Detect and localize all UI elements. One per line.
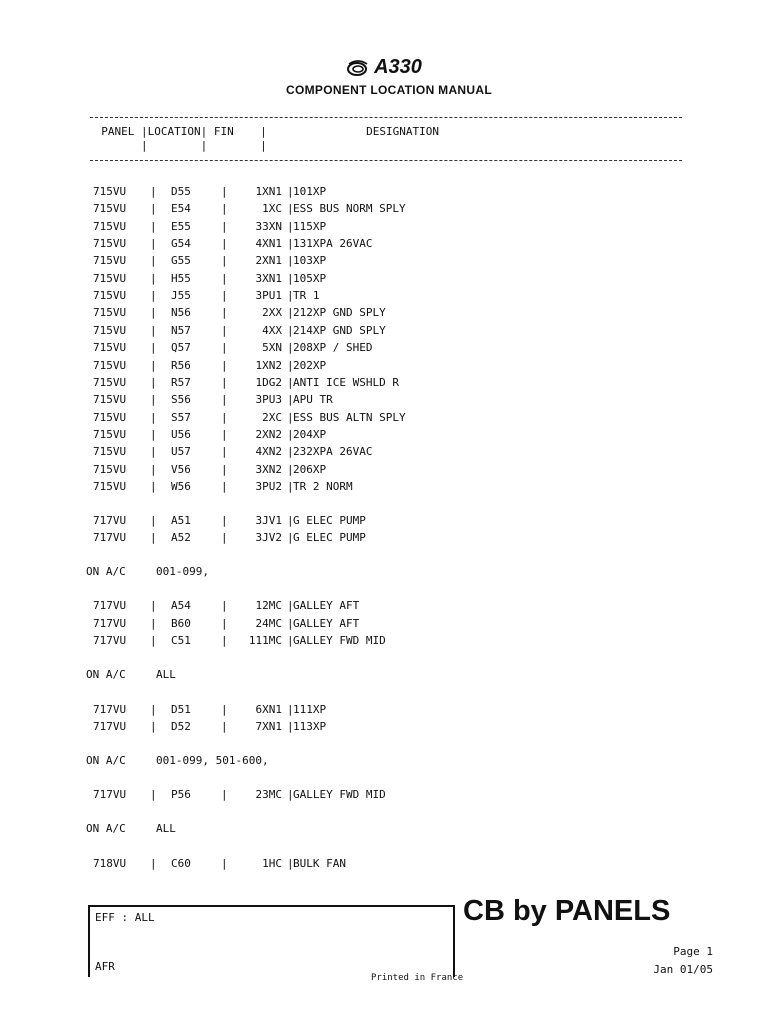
section-title: CB by PANELS bbox=[463, 895, 671, 927]
aircraft-logo bbox=[346, 56, 422, 79]
table-row bbox=[0, 461, 768, 478]
column-separator: | bbox=[221, 479, 228, 493]
cell-fin: 2XC bbox=[262, 410, 282, 424]
cell-fin: 1XN2 bbox=[255, 358, 282, 372]
note-aircraft-range: ALL bbox=[156, 821, 176, 835]
column-separator: | bbox=[221, 202, 228, 216]
cell-location: A54 bbox=[171, 599, 191, 613]
table-row bbox=[0, 322, 768, 339]
cell-location: G55 bbox=[171, 254, 191, 268]
column-separator: | bbox=[150, 410, 157, 424]
cell-fin: 3XN2 bbox=[255, 462, 282, 476]
cell-designation: 206XP bbox=[293, 462, 327, 476]
cell-location: P56 bbox=[171, 788, 191, 802]
table-row bbox=[0, 270, 768, 287]
column-separator: | bbox=[150, 599, 157, 613]
cell-designation: 131XPA 26VAC bbox=[293, 237, 373, 251]
cell-fin: 1DG2 bbox=[255, 375, 282, 389]
column-separator: | bbox=[150, 323, 157, 337]
cell-location: U56 bbox=[171, 427, 191, 441]
column-separator: | bbox=[221, 410, 228, 424]
cell-panel: 717VU bbox=[93, 719, 127, 733]
cell-fin: 3XN1 bbox=[255, 271, 282, 285]
column-separator: | bbox=[221, 271, 228, 285]
cell-fin: 3JV1 bbox=[255, 513, 282, 527]
cell-location: C60 bbox=[171, 856, 191, 870]
column-separator: | bbox=[287, 237, 294, 251]
column-separator: | bbox=[150, 254, 157, 268]
table-row bbox=[0, 701, 768, 718]
column-separator: | bbox=[287, 306, 294, 320]
cell-fin: 33XN bbox=[255, 219, 282, 233]
column-separator: | bbox=[150, 479, 157, 493]
cell-location: D51 bbox=[171, 702, 191, 716]
table-row bbox=[0, 512, 768, 529]
cell-location: B60 bbox=[171, 616, 191, 630]
column-separator: | bbox=[221, 323, 228, 337]
cell-location: S57 bbox=[171, 410, 191, 424]
table-row bbox=[0, 529, 768, 546]
column-separator: | bbox=[150, 306, 157, 320]
printed-in: Printed in France bbox=[371, 973, 464, 983]
table-row bbox=[0, 252, 768, 269]
cell-fin: 3PU3 bbox=[255, 393, 282, 407]
cell-location: W56 bbox=[171, 479, 191, 493]
cell-location: D55 bbox=[171, 185, 191, 198]
column-separator: | bbox=[287, 856, 294, 870]
cell-panel: 715VU bbox=[93, 185, 127, 198]
column-separator: | bbox=[287, 427, 294, 441]
column-separator: | bbox=[150, 237, 157, 251]
column-separator: | bbox=[221, 393, 228, 407]
cell-panel: 717VU bbox=[93, 702, 127, 716]
cell-panel: 717VU bbox=[93, 599, 127, 613]
cell-location: U57 bbox=[171, 445, 191, 459]
column-separator: | bbox=[150, 462, 157, 476]
page-number: Page 1 bbox=[673, 945, 713, 958]
revision-date: Jan 01/05 bbox=[653, 963, 713, 976]
column-separator: | bbox=[287, 219, 294, 233]
customer-code: AFR bbox=[95, 960, 115, 973]
cell-fin: 2XN2 bbox=[255, 427, 282, 441]
column-separator: | bbox=[287, 289, 294, 303]
cell-location: A51 bbox=[171, 513, 191, 527]
cell-panel: 715VU bbox=[93, 289, 127, 303]
cell-fin: 3PU1 bbox=[255, 289, 282, 303]
cell-fin: 1HC bbox=[262, 856, 282, 870]
cell-location: N57 bbox=[171, 323, 191, 337]
table-row bbox=[0, 478, 768, 495]
cell-panel: 715VU bbox=[93, 445, 127, 459]
cell-fin: 2XN1 bbox=[255, 254, 282, 268]
cell-designation: TR 1 bbox=[293, 289, 320, 303]
cell-panel: 715VU bbox=[93, 237, 127, 251]
column-separator: | bbox=[287, 634, 294, 648]
cell-fin: 7XN1 bbox=[255, 719, 282, 733]
cell-fin: 6XN1 bbox=[255, 702, 282, 716]
cell-designation: 111XP bbox=[293, 702, 327, 716]
column-separator: | bbox=[221, 616, 228, 630]
column-separator: | bbox=[221, 719, 228, 733]
column-separator: | bbox=[221, 856, 228, 870]
cell-designation: APU TR bbox=[293, 393, 333, 407]
cell-panel: 715VU bbox=[93, 219, 127, 233]
column-separator: | bbox=[287, 323, 294, 337]
cell-panel: 717VU bbox=[93, 531, 127, 544]
cell-location: C51 bbox=[171, 634, 191, 648]
cell-panel: 715VU bbox=[93, 323, 127, 337]
note-label: ON A/C bbox=[86, 753, 126, 767]
column-separator: | bbox=[150, 289, 157, 303]
column-separator: | bbox=[287, 393, 294, 407]
cell-location: Q57 bbox=[171, 341, 191, 355]
cell-panel: 715VU bbox=[93, 393, 127, 407]
column-separator: | bbox=[150, 531, 157, 544]
column-separator: | bbox=[150, 856, 157, 870]
table-row bbox=[0, 218, 768, 235]
column-separator: | bbox=[221, 358, 228, 372]
table-row bbox=[0, 357, 768, 374]
table-row bbox=[0, 786, 768, 803]
column-header-line-1: PANEL |LOCATION| FIN | DESIGNATION bbox=[88, 125, 439, 138]
column-separator: | bbox=[221, 306, 228, 320]
cell-panel: 715VU bbox=[93, 358, 127, 372]
column-separator: | bbox=[150, 702, 157, 716]
column-separator: | bbox=[287, 616, 294, 630]
table-row bbox=[0, 339, 768, 356]
cell-location: E54 bbox=[171, 202, 191, 216]
cell-location: N56 bbox=[171, 306, 191, 320]
table-row bbox=[0, 409, 768, 426]
cell-location: G54 bbox=[171, 237, 191, 251]
cell-panel: 718VU bbox=[93, 856, 127, 870]
cell-panel: 715VU bbox=[93, 271, 127, 285]
cell-designation: BULK FAN bbox=[293, 856, 346, 870]
note-label: ON A/C bbox=[86, 667, 126, 681]
cell-fin: 24MC bbox=[255, 616, 282, 630]
column-separator: | bbox=[287, 202, 294, 216]
column-separator: | bbox=[221, 445, 228, 459]
cell-designation: 208XP / SHED bbox=[293, 341, 373, 355]
column-separator: | bbox=[221, 341, 228, 355]
cell-designation: GALLEY AFT bbox=[293, 599, 360, 613]
column-separator: | bbox=[221, 462, 228, 476]
table-row bbox=[0, 615, 768, 632]
column-separator: | bbox=[150, 202, 157, 216]
column-separator: | bbox=[287, 358, 294, 372]
cell-panel: 717VU bbox=[93, 616, 127, 630]
column-header-line-2: | | | bbox=[88, 139, 267, 152]
cell-designation: GALLEY AFT bbox=[293, 616, 360, 630]
column-separator: | bbox=[287, 479, 294, 493]
column-separator: | bbox=[221, 237, 228, 251]
column-separator: | bbox=[287, 341, 294, 355]
column-separator: | bbox=[221, 788, 228, 802]
column-separator: | bbox=[287, 513, 294, 527]
cell-fin: 4XN2 bbox=[255, 445, 282, 459]
cell-designation: G ELEC PUMP bbox=[293, 513, 366, 527]
column-separator: | bbox=[150, 358, 157, 372]
column-separator: | bbox=[221, 634, 228, 648]
column-separator: | bbox=[287, 462, 294, 476]
column-separator: | bbox=[150, 393, 157, 407]
cell-panel: 717VU bbox=[93, 788, 127, 802]
cell-location: E55 bbox=[171, 219, 191, 233]
cell-fin: 12MC bbox=[255, 599, 282, 613]
header-rule-bottom bbox=[90, 160, 682, 161]
cell-location: R57 bbox=[171, 375, 191, 389]
aircraft-effectivity-note bbox=[86, 563, 209, 580]
table-row bbox=[0, 183, 768, 200]
column-separator: | bbox=[287, 531, 294, 544]
cell-location: V56 bbox=[171, 462, 191, 476]
cell-panel: 715VU bbox=[93, 254, 127, 268]
table-row bbox=[0, 443, 768, 460]
cell-fin: 2XX bbox=[262, 306, 282, 320]
cell-designation: GALLEY FWD MID bbox=[293, 788, 386, 802]
cell-location: H55 bbox=[171, 271, 191, 285]
cell-location: D52 bbox=[171, 719, 191, 733]
cell-fin: 3PU2 bbox=[255, 479, 282, 493]
column-separator: | bbox=[287, 702, 294, 716]
column-separator: | bbox=[287, 185, 294, 198]
cell-designation: TR 2 NORM bbox=[293, 479, 353, 493]
column-headers bbox=[88, 125, 439, 153]
column-separator: | bbox=[221, 185, 228, 198]
cell-fin: 3JV2 bbox=[255, 531, 282, 544]
table-row bbox=[0, 632, 768, 649]
cell-fin: 4XX bbox=[262, 323, 282, 337]
column-separator: | bbox=[150, 341, 157, 355]
table-row bbox=[0, 597, 768, 614]
cell-panel: 715VU bbox=[93, 202, 127, 216]
cell-designation: 103XP bbox=[293, 254, 327, 268]
cell-designation: 202XP bbox=[293, 358, 327, 372]
column-separator: | bbox=[150, 271, 157, 285]
cell-location: S56 bbox=[171, 393, 191, 407]
column-separator: | bbox=[287, 788, 294, 802]
header-rule-top bbox=[90, 117, 682, 118]
column-separator: | bbox=[221, 513, 228, 527]
column-separator: | bbox=[287, 719, 294, 733]
table-row bbox=[0, 235, 768, 252]
cell-designation: 101XP bbox=[293, 185, 327, 198]
column-separator: | bbox=[150, 719, 157, 733]
aircraft-effectivity-note bbox=[86, 752, 269, 769]
column-separator: | bbox=[150, 513, 157, 527]
cell-designation: GALLEY FWD MID bbox=[293, 634, 386, 648]
table-row bbox=[0, 426, 768, 443]
note-aircraft-range: 001-099, 501-600, bbox=[156, 753, 269, 767]
column-separator: | bbox=[221, 289, 228, 303]
column-separator: | bbox=[150, 616, 157, 630]
table-row bbox=[0, 200, 768, 217]
aircraft-effectivity-note bbox=[86, 666, 176, 683]
cell-designation: 204XP bbox=[293, 427, 327, 441]
cell-panel: 717VU bbox=[93, 634, 127, 648]
cell-designation: 113XP bbox=[293, 719, 327, 733]
column-separator: | bbox=[287, 599, 294, 613]
column-separator: | bbox=[221, 702, 228, 716]
aircraft-effectivity-note bbox=[86, 820, 176, 837]
table-row bbox=[0, 374, 768, 391]
cell-designation: G ELEC PUMP bbox=[293, 531, 366, 544]
column-separator: | bbox=[150, 375, 157, 389]
column-separator: | bbox=[221, 254, 228, 268]
table-row bbox=[0, 304, 768, 321]
column-separator: | bbox=[150, 634, 157, 648]
cell-panel: 717VU bbox=[93, 513, 127, 527]
note-label: ON A/C bbox=[86, 564, 126, 578]
cell-fin: 5XN bbox=[262, 341, 282, 355]
column-separator: | bbox=[150, 445, 157, 459]
cell-location: A52 bbox=[171, 531, 191, 544]
effectivity: EFF : ALL bbox=[95, 911, 155, 924]
column-separator: | bbox=[150, 185, 157, 198]
cell-location: J55 bbox=[171, 289, 191, 303]
airbus-swirl-icon bbox=[346, 58, 370, 78]
note-label: ON A/C bbox=[86, 821, 126, 835]
cell-panel: 715VU bbox=[93, 479, 127, 493]
column-separator: | bbox=[287, 271, 294, 285]
cell-location: R56 bbox=[171, 358, 191, 372]
column-separator: | bbox=[150, 427, 157, 441]
cell-designation: ANTI ICE WSHLD R bbox=[293, 375, 399, 389]
cell-designation: 105XP bbox=[293, 271, 327, 285]
cell-designation: 232XPA 26VAC bbox=[293, 445, 373, 459]
cell-fin: 1XC bbox=[262, 202, 282, 216]
cell-designation: 212XP GND SPLY bbox=[293, 306, 386, 320]
column-separator: | bbox=[221, 427, 228, 441]
cell-fin: 4XN1 bbox=[255, 237, 282, 251]
cell-fin: 23MC bbox=[255, 788, 282, 802]
cell-fin: 1XN1 bbox=[255, 185, 282, 198]
aircraft-type: A330 bbox=[374, 56, 422, 78]
cell-fin: 111MC bbox=[248, 634, 282, 648]
column-separator: | bbox=[221, 599, 228, 613]
table-row bbox=[0, 718, 768, 735]
column-separator: | bbox=[221, 219, 228, 233]
column-separator: | bbox=[287, 445, 294, 459]
column-separator: | bbox=[287, 410, 294, 424]
cell-panel: 715VU bbox=[93, 410, 127, 424]
cell-designation: ESS BUS NORM SPLY bbox=[293, 202, 406, 216]
column-separator: | bbox=[150, 219, 157, 233]
cell-designation: 214XP GND SPLY bbox=[293, 323, 386, 337]
column-separator: | bbox=[287, 375, 294, 389]
cell-panel: 715VU bbox=[93, 375, 127, 389]
column-separator: | bbox=[287, 254, 294, 268]
manual-title: COMPONENT LOCATION MANUAL bbox=[286, 83, 492, 97]
cell-designation: 115XP bbox=[293, 219, 327, 233]
table-row bbox=[0, 287, 768, 304]
table-row bbox=[0, 855, 768, 872]
table-row bbox=[0, 391, 768, 408]
note-aircraft-range: 001-099, bbox=[156, 564, 209, 578]
document-header bbox=[0, 56, 768, 83]
cell-panel: 715VU bbox=[93, 341, 127, 355]
column-separator: | bbox=[221, 531, 228, 544]
column-separator: | bbox=[221, 375, 228, 389]
cell-panel: 715VU bbox=[93, 427, 127, 441]
column-separator: | bbox=[150, 788, 157, 802]
cell-panel: 715VU bbox=[93, 462, 127, 476]
cell-designation: ESS BUS ALTN SPLY bbox=[293, 410, 406, 424]
cell-panel: 715VU bbox=[93, 306, 127, 320]
note-aircraft-range: ALL bbox=[156, 667, 176, 681]
